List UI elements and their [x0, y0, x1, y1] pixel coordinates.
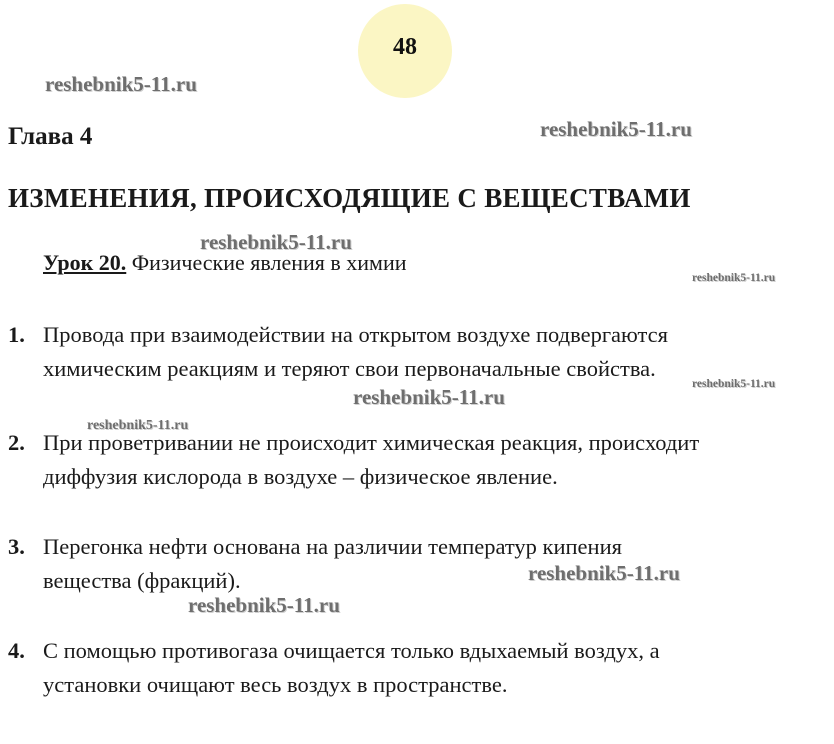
- watermark: reshebnik5-11.ru: [692, 378, 776, 390]
- page-number: 48: [393, 34, 417, 60]
- item-text: При проветривании не происходит химическая реакция, происходит диффузия кислорода в воздухе – физическое явление.: [43, 430, 700, 489]
- watermark: reshebnik5-11.ru: [200, 230, 352, 254]
- watermark: reshebnik5-11.ru: [87, 418, 189, 433]
- watermark: reshebnik5-11.ru: [528, 561, 680, 585]
- watermark: reshebnik5-11.ru: [45, 72, 197, 96]
- chapter-heading: Глава 4: [8, 123, 93, 150]
- section-title: ИЗМЕНЕНИЯ, ПРОИСХОДЯЩИЕ С ВЕЩЕСТВАМИ: [8, 183, 691, 213]
- item-text: Провода при взаимодействии на открытом воздухе подвергаются химическим реакциям и теряют свои первоначальные свойства.: [43, 322, 668, 381]
- item-number: 4.: [8, 638, 25, 663]
- watermark: reshebnik5-11.ru: [353, 385, 505, 409]
- watermark: reshebnik5-11.ru: [692, 272, 776, 284]
- list-item: [8, 318, 834, 386]
- item-number: 3.: [8, 534, 25, 559]
- list-item: [8, 634, 834, 702]
- item-text: С помощью противогаза очищается только вдыхаемый воздух, а установки очищают весь воздух в пространстве.: [43, 638, 660, 697]
- watermark: reshebnik5-11.ru: [540, 117, 692, 141]
- lesson-number: Урок 20.: [43, 250, 127, 275]
- lesson-title: Физические явления в химии: [131, 250, 407, 275]
- item-number: 1.: [8, 322, 25, 347]
- list-item: [8, 530, 834, 598]
- item-text: Перегонка нефти основана на различии температур кипения вещества (фракций).: [43, 534, 622, 593]
- item-number: 2.: [8, 430, 25, 455]
- watermark: reshebnik5-11.ru: [188, 593, 340, 617]
- list-item: [8, 426, 834, 494]
